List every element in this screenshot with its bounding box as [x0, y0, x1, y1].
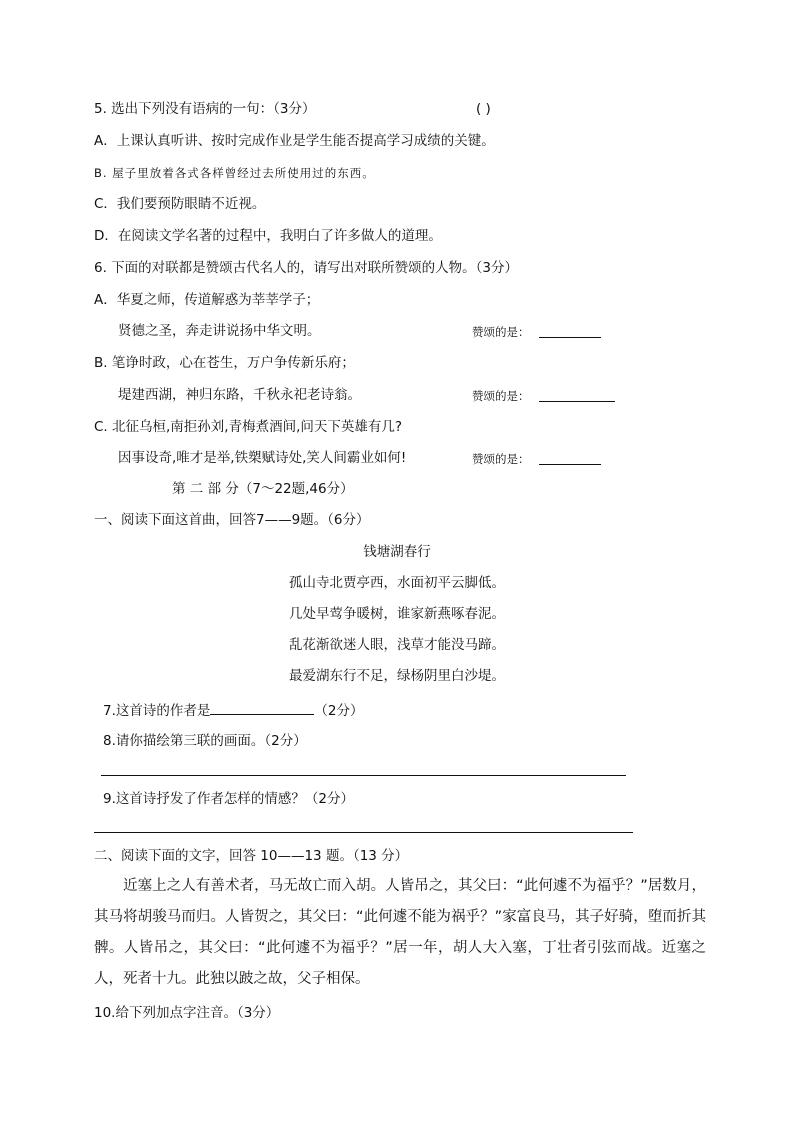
q8-answer-line[interactable]	[101, 775, 626, 776]
q6-c-answer-blank[interactable]	[539, 450, 601, 465]
q5-option-c: C．我们要预防眼睛不近视。	[94, 196, 266, 212]
section1-heading: 一、阅读下面这首曲，回答7——9题。（6分）	[94, 512, 370, 528]
q6-a-praise-label: 赞颂的是：	[472, 325, 530, 339]
q10-question: 10.给下列加点字注音。（3分）	[94, 1005, 280, 1021]
poem-line-4: 最爱湖东行不足，绿杨阴里白沙堤。	[289, 668, 505, 684]
q6-a-answer-blank[interactable]	[539, 323, 601, 338]
q7-score: （2分）	[314, 703, 364, 719]
q6-b-praise-label: 赞颂的是：	[472, 389, 530, 403]
part2-heading: 第 二 部 分（7～22题,46分）	[172, 481, 354, 497]
q5-answer-paren[interactable]: ( )	[476, 101, 491, 117]
q9-question: 9.这首诗抒发了作者怎样的情感？（2分）	[103, 791, 354, 807]
q6-couplet-c-line2: 因事设奇,唯才是举,铁槊赋诗处,笑人间霸业如何!	[118, 450, 407, 466]
poem-title: 钱塘湖春行	[363, 544, 431, 560]
q7-answer-blank[interactable]	[210, 700, 314, 715]
q5-title: 5. 选出下列没有语病的一句：（3分）	[94, 101, 316, 117]
q6-couplet-b-line1: B. 笔诤时政，心在苍生，万户争传新乐府；	[94, 355, 355, 371]
q9-answer-line[interactable]	[94, 832, 633, 833]
q6-couplet-c-line1: C. 北征乌桓,南拒孙刘,青梅煮酒间,问天下英雄有几?	[94, 419, 403, 435]
q6-c-praise-label: 赞颂的是：	[472, 452, 530, 466]
poem-line-1: 孤山寺北贾亭西，水面初平云脚低。	[289, 575, 505, 591]
passage	[94, 871, 706, 995]
q7-question	[103, 700, 363, 720]
q8-question: 8.请你描绘第三联的画面。（2分）	[103, 733, 307, 749]
q6-title: 6. 下面的对联都是赞颂古代名人的，请写出对联所赞颂的人物。（3分）	[94, 260, 519, 276]
q5-option-b: B. 屋子里放着各式各样曾经过去所使用过的东西。	[94, 166, 375, 180]
passage-text: 近塞上之人有善术者，马无故亡而入胡。人皆吊之，其父曰：“此何遽不为福乎？”居数月，其马将胡骏马而归。人皆贺之，其父曰：“此何遽不能为祸乎？”家富良马，其子好骑，堕而折其髀。人皆吊之，其父曰：“此何遽不为福乎？”居一年，胡人大入塞，丁壮者引弦而战。近塞之人，死者十九。此独以跛之故，父子相保。	[94, 878, 706, 987]
q6-couplet-a-line1: A．华夏之师，传道解惑为莘莘学子；	[94, 292, 320, 308]
q5-option-a: A．上课认真听讲、按时完成作业是学生能否提高学习成绩的关键。	[94, 133, 495, 149]
q6-b-answer-blank[interactable]	[539, 387, 615, 402]
q7-text: 7.这首诗的作者是	[103, 703, 211, 719]
section2-heading: 二、阅读下面的文字，回答 10——13 题。（13 分）	[94, 848, 409, 864]
poem-line-3: 乱花渐欲迷人眼，浅草才能没马蹄。	[289, 637, 505, 653]
q6-couplet-b-line2: 堤建西湖，神归东路，千秋永祀老诗翁。	[118, 387, 361, 403]
q6-couplet-a-line2: 贤德之圣，奔走讲说扬中华文明。	[118, 323, 321, 339]
poem-line-2: 几处早莺争暖树，谁家新燕啄春泥。	[289, 606, 505, 622]
q5-option-d: D．在阅读文学名著的过程中，我明白了许多做人的道理。	[94, 228, 442, 244]
